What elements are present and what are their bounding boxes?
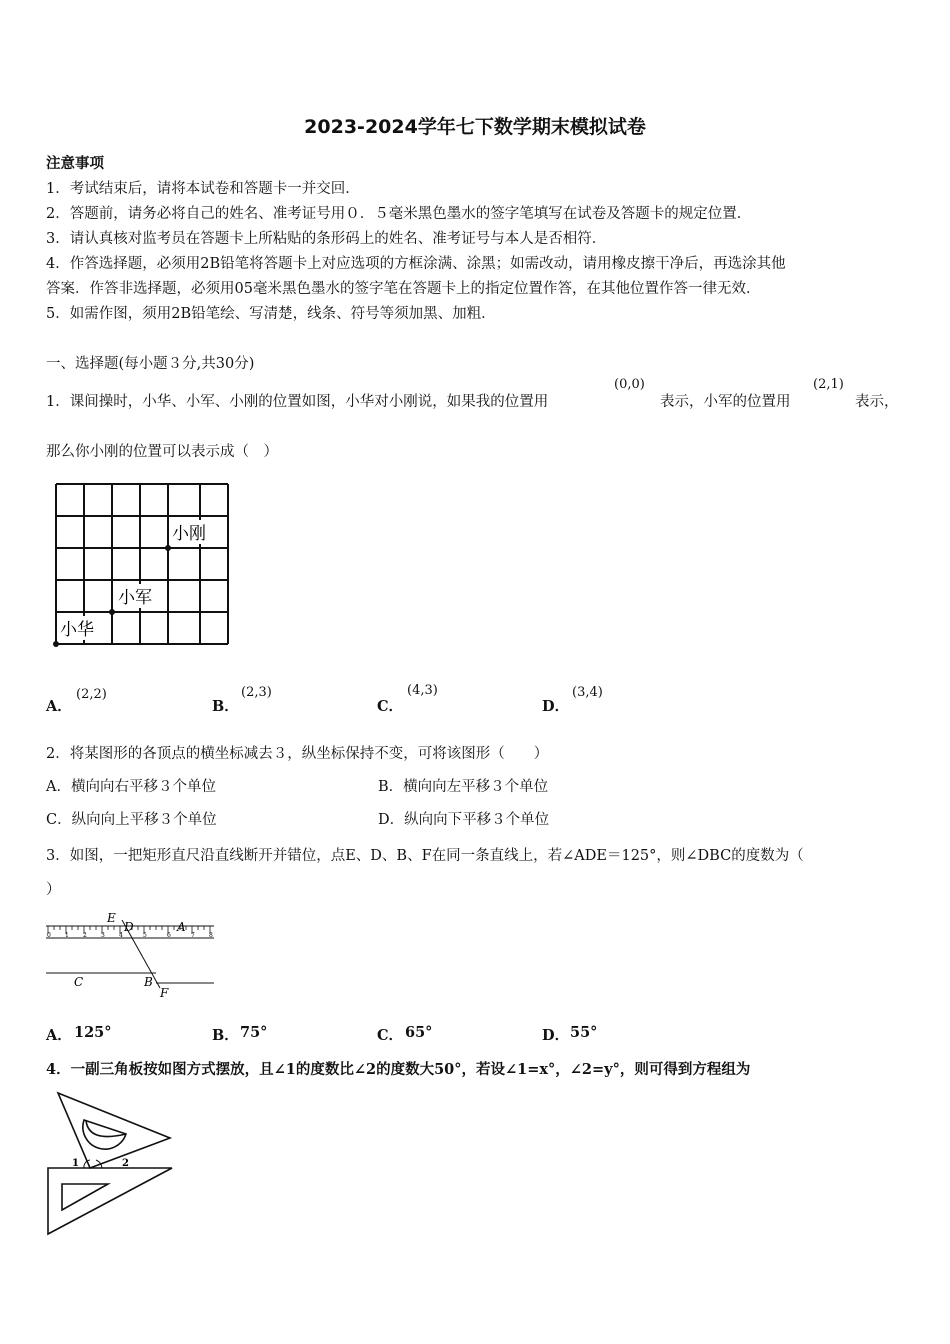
point-c-label: C <box>74 975 84 989</box>
point-f-label: F <box>160 986 169 1000</box>
point-e-label: E <box>107 911 116 925</box>
q3-option-c: 65° <box>405 1024 433 1041</box>
point-d-label: D <box>124 920 134 934</box>
section-heading: 一、选择题(每小题３分,共30分) <box>46 356 255 372</box>
notice-item: 1．考试结束后，请将本试卷和答题卡一并交回． <box>46 181 360 197</box>
point-a-label: A <box>177 920 186 934</box>
q2-option-d: D．纵向向下平移３个单位 <box>378 812 550 828</box>
q1-option-a-label: A． <box>46 698 72 715</box>
q3-option-d: 55° <box>570 1024 598 1041</box>
q3-option-c-label: C． <box>377 1027 404 1044</box>
ruler-tick: 8 <box>209 932 213 939</box>
notice-item: 3．请认真核对监考员在答题卡上所粘贴的条形码上的姓名、准考证号与本人是否相符． <box>46 231 607 247</box>
q1-option-d-label: D． <box>542 698 570 715</box>
q1-text-b: 表示，小军的位置用 <box>660 394 791 410</box>
grid-label-xiaojun: 小军 <box>118 588 152 608</box>
page-title: 2023-2024学年七下数学期末模拟试卷 <box>304 116 646 138</box>
q1-option-b-label: B． <box>212 698 239 715</box>
ruler-tick: 2 <box>83 932 87 939</box>
notice-item: 答案．作答非选择题，必须用05毫米黑色墨水的签字笔在答题卡上的指定位置作答，在其他位置作答一律无效． <box>46 281 761 297</box>
notice-item: 2．答题前，请务必将自己的姓名、准考证号用０．５毫米黑色墨水的签字笔填写在试卷及答题卡的规定位置． <box>46 206 752 222</box>
q1-coord-2: (2,1) <box>813 377 844 392</box>
q1-option-d: (3,4) <box>572 685 603 700</box>
grid-label-xiaogang: 小刚 <box>172 524 206 544</box>
ruler-tick: 4 <box>119 932 123 939</box>
q3-text-2: ） <box>46 882 61 898</box>
q1-text-c: 表示， <box>855 394 899 410</box>
q3-option-a-label: A． <box>46 1027 72 1044</box>
ruler-tick: 0 <box>47 932 51 939</box>
ruler-tick: 6 <box>167 932 171 939</box>
q1-text-d: 那么你小刚的位置可以表示成（ ） <box>46 444 278 460</box>
q3-option-a: 125° <box>74 1024 112 1041</box>
q3-option-d-label: D． <box>542 1027 570 1044</box>
q3-ruler-figure <box>44 910 219 1002</box>
ruler-tick: 3 <box>101 932 105 939</box>
q3-option-b-label: B． <box>212 1027 239 1044</box>
q1-option-a: (2,2) <box>76 687 107 702</box>
q3-text: 3．如图，一把矩形直尺沿直线断开并错位，点E、D、B、F在同一条直线上，若∠ADE＝125°，则∠DBC的度数为（ <box>46 848 804 864</box>
q2-option-b: B．横向向左平移３个单位 <box>378 779 549 795</box>
notice-heading: 注意事项 <box>46 155 104 172</box>
angle-1-label: 1 <box>72 1158 79 1169</box>
point-b-label: B <box>144 975 153 989</box>
notice-item: 4．作答选择题，必须用2B铅笔将答题卡上对应选项的方框涂满、涂黑；如需改动，请用橡皮擦干净后，再选涂其他 <box>46 256 786 272</box>
q4-triangles-figure <box>44 1088 179 1240</box>
q4-text: 4．一副三角板按如图方式摆放，且∠1的度数比∠2的度数大50°，若设∠1=x°，∠2=y°，则可得到方程组为 <box>46 1061 751 1078</box>
ruler-tick: 1 <box>65 932 69 939</box>
q1-coord-1: (0,0) <box>614 377 645 392</box>
q1-option-c-label: C． <box>377 698 404 715</box>
notice-item: 5．如需作图，须用2B铅笔绘、写清楚，线条、符号等须加黑、加粗． <box>46 306 496 322</box>
angle-2-label: 2 <box>122 1158 129 1169</box>
q1-grid-figure <box>50 482 235 654</box>
q1-text-a: 1．课间操时，小华、小军、小刚的位置如图，小华对小刚说，如果我的位置用 <box>46 394 549 410</box>
q2-option-a: A．横向向右平移３个单位 <box>46 779 216 795</box>
grid-label-xiaohua: 小华 <box>60 620 94 640</box>
q1-option-b: (2,3) <box>241 685 272 700</box>
q2-option-c: C．纵向向上平移３个单位 <box>46 812 217 828</box>
q1-option-c: (4,3) <box>407 683 438 698</box>
q2-text: 2．将某图形的各顶点的横坐标减去３，纵坐标保持不变，可将该图形（ ） <box>46 746 549 762</box>
ruler-tick: 7 <box>191 932 195 939</box>
q3-option-b: 75° <box>240 1024 268 1041</box>
ruler-tick: 5 <box>143 932 147 939</box>
